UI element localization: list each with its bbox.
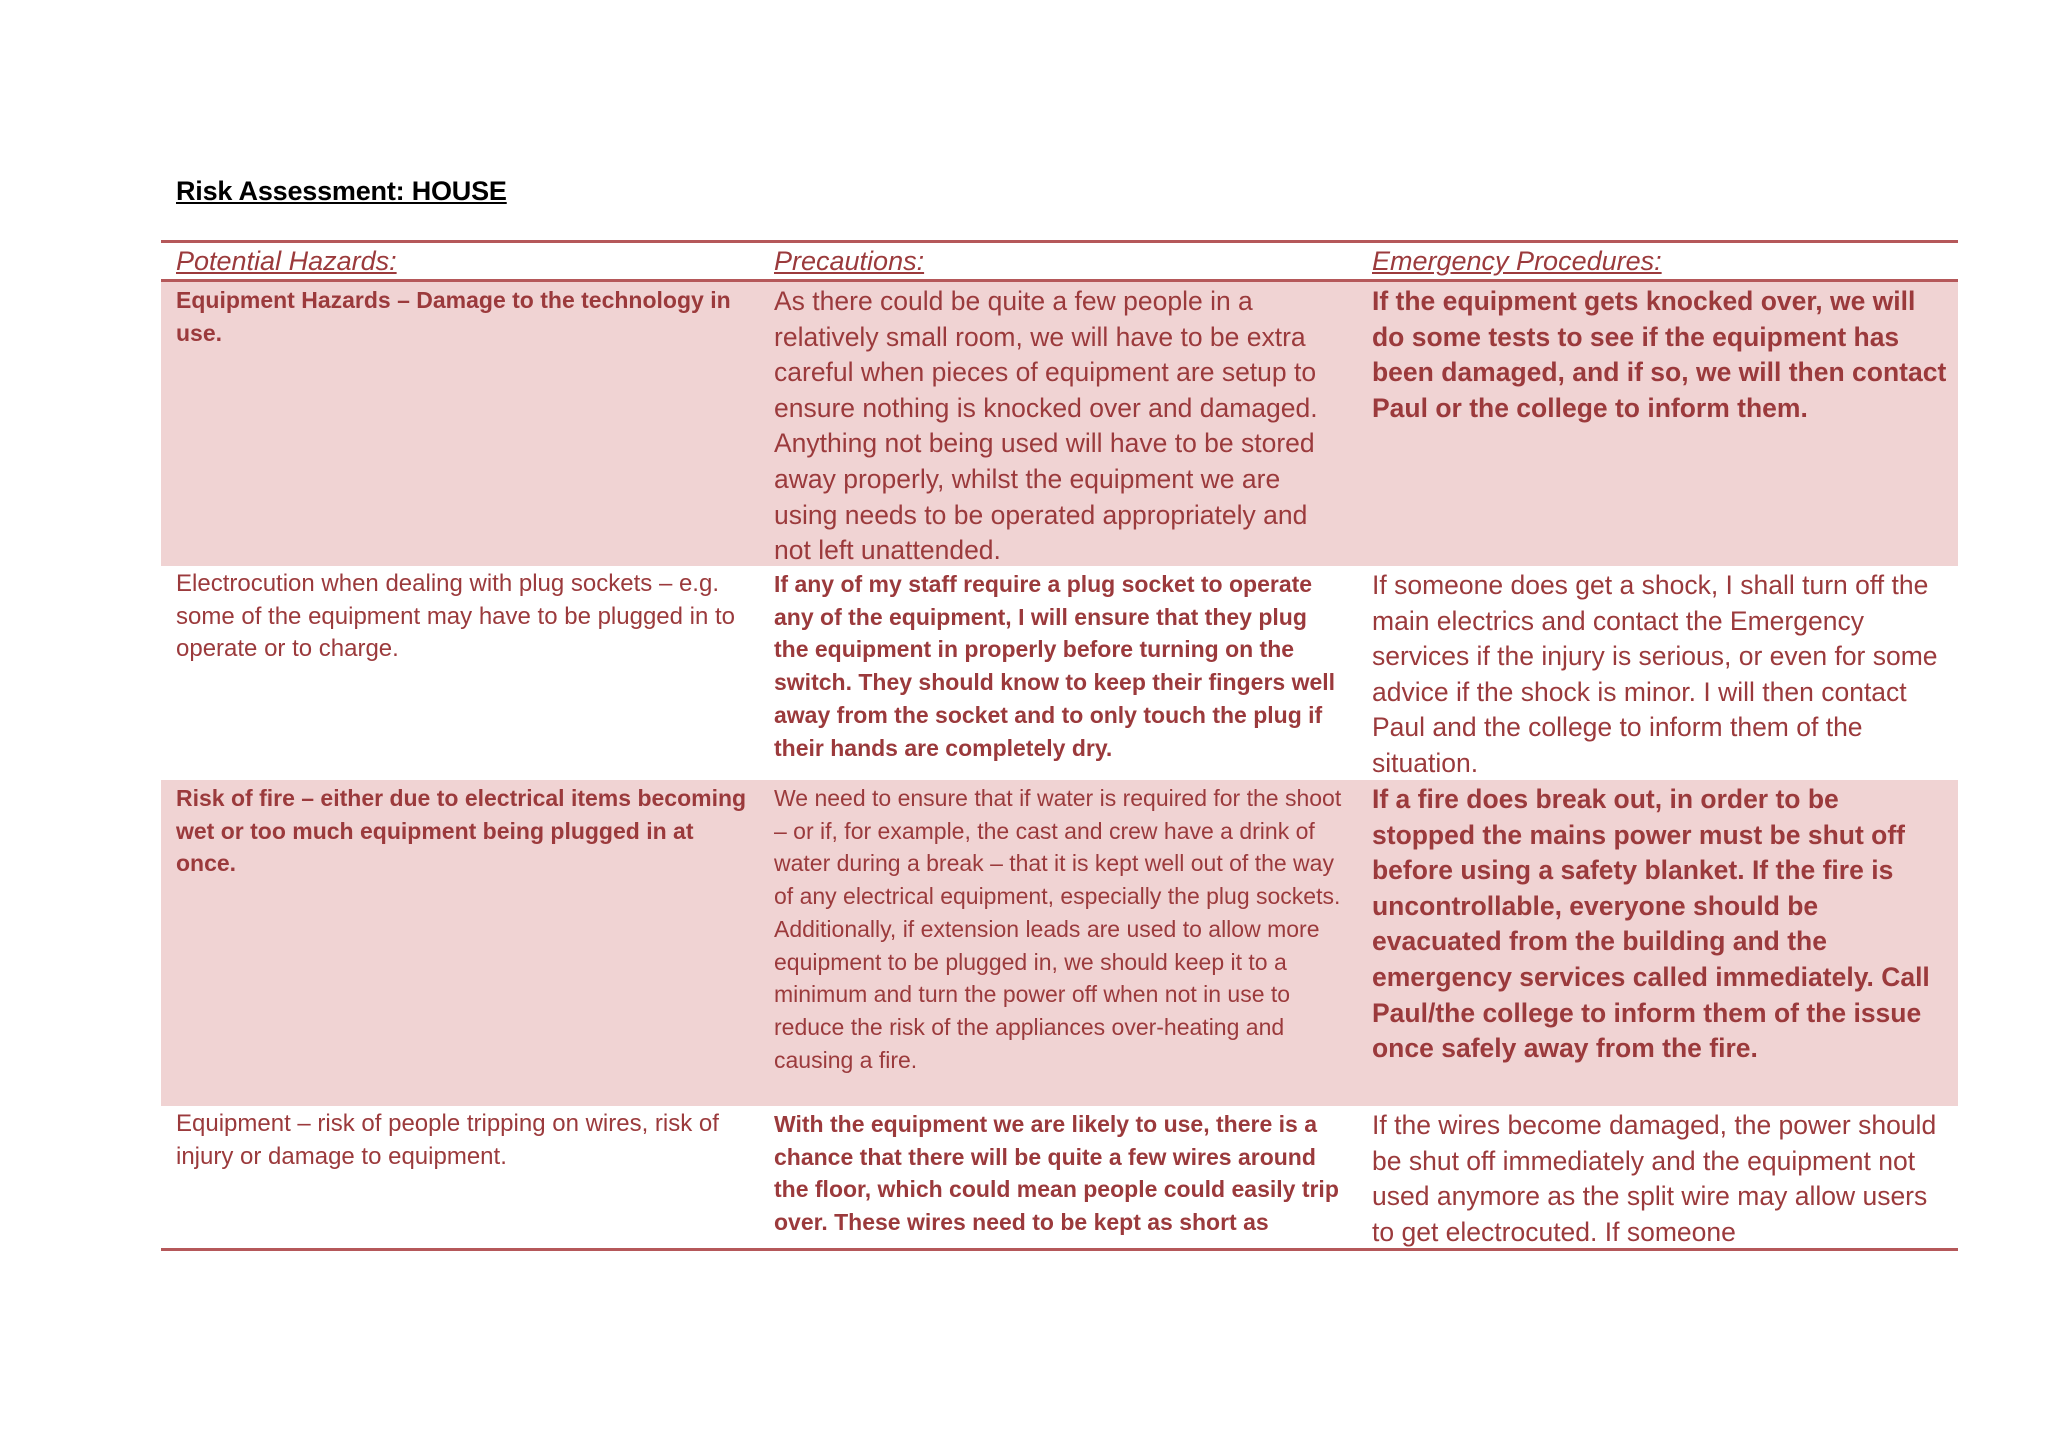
header-potential-hazards: Potential Hazards: xyxy=(176,246,397,276)
table-row xyxy=(161,566,1958,780)
table-row xyxy=(161,1106,1958,1248)
emergency-cell: If someone does get a shock, I shall turn off the main electrics and contact the Emergency services if the injury is serious, or even for some advice if the shock is minor. I will then contact Paul and the college to inform them of the situation. xyxy=(1372,570,1938,778)
hazard-cell: Electrocution when dealing with plug sockets – e.g. some of the equipment may have to be plugged in to operate or to charge. xyxy=(176,570,736,663)
emergency-cell: If the wires become damaged, the power should be shut off immediately and the equipment not used anymore as the split wire may allow users to get electrocuted. If someone xyxy=(1372,1110,1937,1247)
hazard-cell: Risk of fire – either due to electrical items becoming wet or too much equipment being plugged in at once. xyxy=(176,785,747,877)
emergency-cell: If the equipment gets knocked over, we will do some tests to see if the equipment has been damaged, and if so, we will then contact Paul or the college to inform them. xyxy=(1372,286,1947,423)
risk-assessment-table xyxy=(161,240,1958,1251)
precaution-cell: As there could be quite a few people in a relatively small room, we will have to be extra careful when pieces of equipment are setup to ensure nothing is knocked over and damaged. Anything not being used will have to be stored away properly, whilst the equipment we are using needs to be operated appropriately and not left unattended. xyxy=(774,286,1318,566)
hazard-cell: Equipment – risk of people tripping on wires, risk of injury or damage to equipment. xyxy=(176,1110,719,1170)
precaution-cell: We need to ensure that if water is required for the shoot – or if, for example, the cast and crew have a drink of water during a break – that it is kept well out of the way of any electrical equipment, especially the plug sockets. Additionally, if extension leads are used to allow more equipment to be plugged in, we should keep it to a minimum and turn the power off when not in use to reduce the risk of the appliances over-heating and causing a fire. xyxy=(774,785,1342,1073)
precaution-cell: If any of my staff require a plug socket to operate any of the equipment, I will ensure that they plug the equipment in properly before turning on the switch. They should know to keep their fingers well away from the socket and to only touch the plug if their hands are completely dry. xyxy=(774,571,1336,761)
table-row xyxy=(161,282,1958,566)
precaution-cell: With the equipment we are likely to use, there is a chance that there will be quite a few wires around the floor, which could mean people could easily trip over. These wires need to be kept as short as xyxy=(774,1111,1339,1236)
page-title: Risk Assessment: HOUSE xyxy=(176,176,507,206)
header-emergency-procedures: Emergency Procedures: xyxy=(1372,246,1662,276)
table-header-row xyxy=(161,243,1958,282)
emergency-cell: If a fire does break out, in order to be stopped the mains power must be shut off before using a safety blanket. If the fire is uncontrollable, everyone should be evacuated from the building and the emergency services called immediately. Call Paul/the college to inform them of the issue once safely away from the fire. xyxy=(1372,784,1930,1064)
hazard-cell: Equipment Hazards – Damage to the technology in use. xyxy=(176,287,731,346)
header-precautions: Precautions: xyxy=(774,246,925,276)
table-row xyxy=(161,780,1958,1106)
